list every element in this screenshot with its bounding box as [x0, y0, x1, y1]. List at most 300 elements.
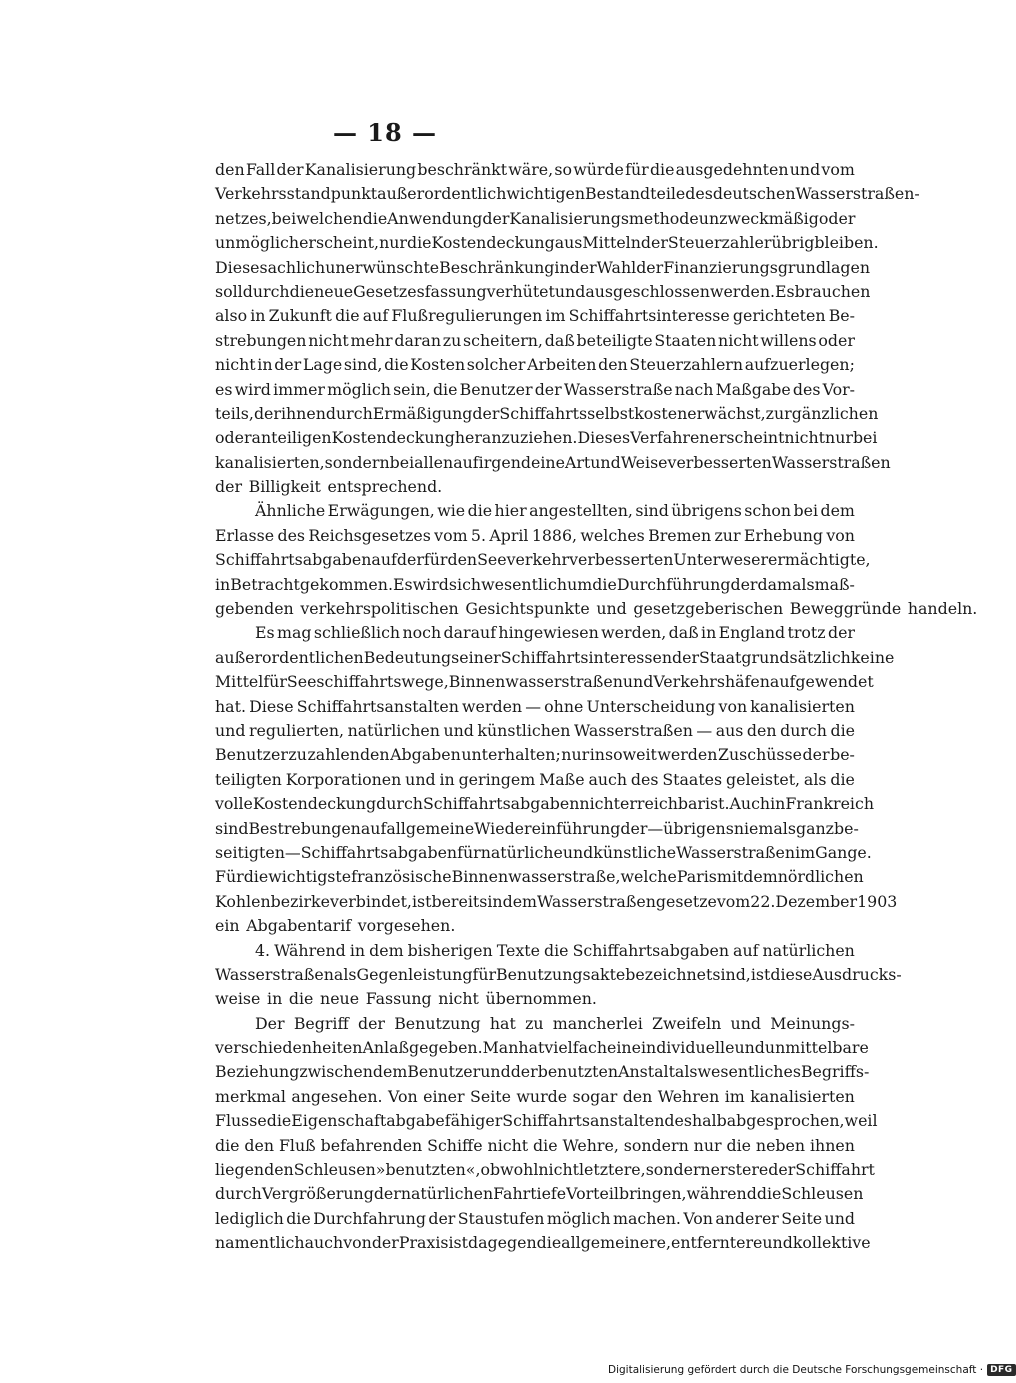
word: dem: [502, 891, 538, 911]
word: Vorteil: [566, 1184, 619, 1204]
word: Fahrtiefe: [493, 1184, 567, 1204]
word: durch: [325, 403, 373, 423]
word: Wehren: [657, 1086, 720, 1106]
word: der: [371, 1233, 399, 1253]
text-line: [215, 1207, 855, 1231]
word: gebenden: [215, 599, 294, 619]
text-line: [215, 231, 879, 255]
word: merkmal: [215, 1086, 286, 1106]
word: die: [467, 501, 493, 521]
word: Seite: [470, 1086, 511, 1106]
word: befahrenden: [320, 1135, 423, 1155]
word: Staates: [662, 769, 723, 789]
word: Texte: [496, 940, 540, 960]
word: und: [824, 1208, 855, 1228]
word: wichtigen: [506, 184, 586, 204]
word: namentlich: [215, 1233, 305, 1253]
word: die: [432, 379, 458, 399]
word: in: [257, 355, 273, 375]
word: Ausdrucks-: [812, 964, 902, 984]
word: verkehrspolitischen: [300, 599, 459, 619]
word: erwächst,: [687, 403, 766, 423]
word: der: [274, 355, 302, 375]
word: Schiffahrt: [795, 1160, 875, 1180]
word: der: [373, 1184, 401, 1204]
word: vom: [716, 891, 751, 911]
word: auf: [453, 452, 479, 472]
word: der: [569, 257, 597, 277]
word: geleistet,: [725, 769, 801, 789]
word: Ermäßigung: [372, 403, 473, 423]
word: welchen: [296, 208, 363, 228]
word: bisherigen: [407, 940, 493, 960]
word: aufzuerlegen;: [744, 355, 855, 375]
word: der: [253, 403, 281, 423]
word: mit: [716, 867, 744, 887]
word: mancherlei: [552, 1013, 643, 1033]
word: ist: [750, 964, 771, 984]
word: erscheint,: [299, 233, 380, 253]
word: Unterweser: [673, 550, 769, 570]
word: neben: [755, 1135, 806, 1155]
word: und: [443, 720, 474, 740]
text-line: [215, 1012, 855, 1036]
word: Begriff: [293, 1013, 349, 1033]
word: damals: [757, 574, 815, 594]
word: —: [284, 842, 301, 862]
word: gekommen.: [299, 574, 393, 594]
word: und: [215, 720, 246, 740]
word: wichtigste: [268, 867, 352, 887]
word: wesentlich: [481, 574, 568, 594]
word: aus: [554, 233, 583, 253]
word: gerichteten: [732, 306, 826, 326]
word: bei: [793, 501, 819, 521]
word: als: [674, 1062, 698, 1082]
word: unmittelbare: [764, 1038, 869, 1058]
word: entsprechend.: [327, 477, 443, 497]
word: Begriffs-: [800, 1062, 870, 1082]
word: deutschen: [712, 184, 796, 204]
text-line: [215, 1085, 855, 1109]
word: sind,: [712, 964, 751, 984]
word: die: [384, 355, 409, 375]
word: wie: [437, 501, 466, 521]
text-line: [215, 987, 855, 1011]
word: gänzlichen: [791, 403, 879, 423]
word: heranzuziehen.: [454, 428, 578, 448]
word: strebungen: [215, 330, 307, 350]
word: der: [636, 257, 664, 277]
word: schon: [744, 501, 792, 521]
word: Schiffahrtsabgaben: [422, 794, 580, 814]
word: dem: [743, 867, 778, 887]
word: regulierten,: [248, 720, 345, 740]
word: insoweit: [589, 745, 657, 765]
text-line: [215, 670, 874, 694]
word: im: [545, 306, 566, 326]
word: anteiligen: [251, 428, 332, 448]
word: Es: [775, 281, 795, 301]
word: auch: [588, 769, 628, 789]
word: mehr: [350, 330, 393, 350]
body-text: [215, 158, 978, 1256]
word: oder: [818, 208, 856, 228]
text-line: [215, 1158, 875, 1182]
word: daran: [394, 330, 442, 350]
word: anderer: [715, 1208, 779, 1228]
word: des: [685, 184, 713, 204]
word: den: [746, 720, 777, 740]
word: Zweifeln: [651, 1013, 722, 1033]
word: daß: [668, 623, 699, 643]
word: Paris: [676, 867, 717, 887]
digitization-credit: [608, 1364, 1016, 1376]
word: benutzten: [537, 1062, 619, 1082]
word: Kanalisierungsmethode: [509, 208, 699, 228]
word: durch: [376, 794, 423, 814]
word: diese: [770, 964, 813, 984]
text-line: [215, 256, 871, 280]
word: hat: [489, 1013, 516, 1033]
text-line: [215, 378, 855, 402]
word: hat: [518, 1038, 545, 1058]
word: Finanzierungsgrundlagen: [663, 257, 871, 277]
word: beschränkt: [417, 160, 508, 179]
word: Flusse: [215, 1111, 267, 1131]
word: willens: [760, 330, 817, 350]
word: eine: [607, 1038, 641, 1058]
text-line: [215, 743, 855, 767]
word: bei: [852, 428, 878, 448]
word: nicht: [579, 794, 620, 814]
word: Schiffahrtsinteresse: [568, 306, 730, 326]
word: machen.: [612, 1208, 681, 1228]
word: 1903: [857, 891, 898, 911]
word: Anwendung: [387, 208, 483, 228]
word: sondern: [623, 1135, 689, 1155]
word: bei: [389, 452, 415, 472]
word: geringem: [458, 769, 536, 789]
word: verbindet,: [329, 891, 412, 911]
word: Praxis: [398, 1233, 449, 1253]
word: letztere,: [578, 1160, 646, 1180]
word: Benutzer: [407, 1062, 481, 1082]
word: zur: [714, 525, 741, 545]
word: durch: [780, 720, 827, 740]
word: zwischen: [299, 1062, 373, 1082]
word: Dezember: [775, 891, 858, 911]
word: Fluß: [278, 1135, 316, 1155]
word: die: [592, 574, 617, 594]
text-line: [215, 475, 855, 499]
word: dem: [820, 501, 855, 521]
word: wesentliches: [697, 1062, 801, 1082]
word: möglich: [546, 1208, 611, 1228]
word: der: [357, 1013, 385, 1033]
word: Verkehrsstandpunkt: [215, 184, 378, 204]
word: irgend: [478, 452, 531, 472]
word: volle: [215, 794, 253, 814]
word: in: [267, 989, 283, 1009]
text-line: [215, 792, 874, 816]
text-line: [215, 914, 855, 938]
word: gesetzgeberischen: [633, 599, 784, 619]
word: und: [480, 1062, 511, 1082]
text-line: [215, 597, 978, 621]
word: angesehen.: [291, 1086, 383, 1106]
word: allen: [414, 452, 454, 472]
word: der: [276, 160, 304, 179]
word: Wasserstraßen-: [795, 184, 920, 204]
word: im: [795, 842, 816, 862]
word: für: [263, 672, 287, 692]
word: Erlasse: [215, 525, 275, 545]
word: nicht: [784, 428, 826, 448]
word: Wasserstraßengesetze: [537, 891, 717, 911]
word: Wasserstraßen: [573, 720, 693, 740]
word: es: [215, 379, 233, 399]
word: deshalb: [664, 1111, 727, 1131]
word: Art: [564, 452, 591, 472]
word: auf: [362, 306, 389, 326]
word: seiner: [451, 647, 501, 667]
word: Es: [392, 574, 413, 594]
word: Fassung: [365, 989, 432, 1009]
word: und: [730, 1013, 762, 1033]
word: Kostendeckung: [431, 233, 555, 253]
word: auf: [733, 940, 759, 960]
text-line: [215, 304, 855, 328]
word: und: [622, 672, 654, 692]
word: die: [362, 208, 388, 228]
word: der: [640, 233, 668, 253]
word: wäre,: [508, 160, 554, 179]
word: Zukunft: [268, 306, 332, 326]
word: kollektive: [792, 1233, 871, 1253]
word: die: [286, 1208, 311, 1228]
text-line: [215, 768, 855, 792]
word: unterhalten;: [461, 745, 561, 765]
word: dem: [372, 1062, 408, 1082]
word: natürlichen: [347, 720, 440, 740]
word: sind,: [343, 355, 383, 375]
text-line: [215, 451, 891, 475]
word: daß: [544, 330, 575, 350]
word: des: [630, 769, 659, 789]
word: im: [724, 1086, 745, 1106]
word: Seite: [781, 1208, 823, 1228]
word: Anlaß: [362, 1038, 410, 1058]
word: verbesserten: [569, 550, 674, 570]
word: den: [244, 1135, 275, 1155]
word: aufgewendet: [769, 672, 874, 692]
text-line: [215, 695, 855, 719]
word: neue: [314, 281, 354, 301]
word: Benutzung: [394, 1013, 481, 1033]
word: nicht: [438, 989, 479, 1009]
word: Man: [482, 1038, 519, 1058]
word: ihnen: [280, 403, 326, 423]
word: Kostendeckung: [252, 794, 377, 814]
word: bleiben.: [814, 233, 879, 253]
text-line: [215, 426, 878, 450]
word: lediglich: [215, 1208, 284, 1228]
word: und: [590, 452, 621, 472]
word: die: [726, 1135, 751, 1155]
word: Während: [274, 940, 346, 960]
word: noch: [402, 623, 442, 643]
word: nur: [825, 428, 853, 448]
word: die: [830, 769, 855, 789]
word: und: [734, 1038, 765, 1058]
word: ihnen: [809, 1135, 855, 1155]
word: des: [792, 379, 821, 399]
word: Arbeiten: [527, 355, 597, 375]
word: in: [701, 623, 717, 643]
word: sachlich: [259, 257, 326, 277]
word: aus: [715, 720, 744, 740]
word: von: [826, 525, 855, 545]
word: allgemeinere,: [561, 1233, 671, 1253]
word: französische: [351, 867, 452, 887]
word: April: [489, 525, 529, 545]
word: die: [536, 1233, 562, 1253]
word: ohne: [544, 696, 584, 716]
word: übernommen.: [485, 989, 597, 1009]
word: hier: [494, 501, 527, 521]
word: 1886,: [531, 525, 578, 545]
word: als: [803, 769, 827, 789]
word: Gesichtspunkte: [465, 599, 590, 619]
text-line: [215, 646, 895, 670]
text-line: [215, 1182, 864, 1206]
word: bezeichnet: [625, 964, 713, 984]
word: vom: [434, 525, 468, 545]
word: ist: [448, 1233, 469, 1253]
word: Fall: [245, 160, 276, 179]
word: zu: [288, 745, 307, 765]
word: Schleusen: [293, 1160, 376, 1180]
word: Durchfahrung: [313, 1208, 426, 1228]
word: künstlichen: [477, 720, 571, 740]
word: Frankreich: [785, 794, 874, 814]
page-number: — 18 —: [332, 118, 438, 147]
word: Auch: [729, 794, 771, 814]
text-line: [215, 1060, 870, 1084]
word: Wiedereinführung: [474, 818, 621, 838]
word: —: [525, 696, 542, 716]
credit-text: Digitalisierung gefördert durch die Deutsche Forschungsgemeinschaft ·: [608, 1364, 984, 1376]
word: 22.: [750, 891, 776, 911]
word: wurde: [516, 1086, 568, 1106]
word: Benutzer: [215, 745, 288, 765]
word: für: [472, 964, 497, 984]
text-line: [215, 1036, 869, 1060]
word: erreichbar: [620, 794, 705, 814]
word: Staat: [699, 647, 742, 667]
word: Unterscheidung: [586, 696, 716, 716]
word: handeln.: [907, 599, 978, 619]
word: die: [266, 1111, 292, 1131]
word: Beziehung: [215, 1062, 300, 1082]
word: nicht: [538, 1160, 579, 1180]
word: Maße: [539, 769, 585, 789]
word: werden: [462, 696, 523, 716]
text-line: [215, 1231, 871, 1255]
word: und: [762, 1233, 793, 1253]
word: 5.: [470, 525, 486, 545]
word: Diese: [215, 257, 260, 277]
word: ist: [411, 891, 432, 911]
word: werden,: [601, 623, 667, 643]
word: darauf: [443, 623, 497, 643]
word: von: [718, 696, 748, 716]
word: dem: [369, 940, 404, 960]
word: möglich: [327, 379, 391, 399]
word: werden: [657, 745, 718, 765]
word: Lage: [302, 355, 343, 375]
word: und: [554, 281, 586, 301]
word: Schiffahrtsabgaben: [300, 842, 458, 862]
text-line: [215, 963, 902, 987]
word: Be-: [828, 306, 855, 326]
word: Steuerzahler: [667, 233, 772, 253]
word: 4.: [255, 940, 271, 960]
word: Schiffahrtsinteressen: [500, 647, 673, 667]
word: sein,: [393, 379, 431, 399]
word: zur: [765, 403, 792, 423]
word: übrigens: [663, 818, 734, 838]
word: netzes,: [215, 208, 272, 228]
word: liegenden: [215, 1160, 294, 1180]
word: brauchen: [794, 281, 871, 301]
word: immer: [273, 379, 325, 399]
word: auch: [304, 1233, 344, 1253]
word: die: [335, 306, 360, 326]
word: bei: [271, 208, 297, 228]
word: angestellten,: [529, 501, 633, 521]
word: zahlenden: [307, 745, 390, 765]
word: weise: [215, 989, 261, 1009]
word: ausgeschlossen: [585, 281, 710, 301]
word: nicht: [308, 330, 349, 350]
word: außerordentlichen: [215, 647, 364, 667]
word: also: [215, 306, 248, 326]
word: verbesserten: [667, 452, 772, 472]
word: Abgaben: [390, 745, 461, 765]
word: Gange.: [815, 842, 872, 862]
word: abgesprochen,: [726, 1111, 845, 1131]
text-line: [215, 158, 855, 182]
word: nur: [379, 233, 407, 253]
text-line: [215, 329, 855, 353]
word: teils,: [215, 403, 254, 423]
word: ganz: [795, 818, 834, 838]
word: kanalisierten,: [215, 452, 325, 472]
word: Meinungs-: [770, 1013, 855, 1033]
word: die: [288, 989, 314, 1009]
word: der: [620, 818, 648, 838]
word: —: [647, 818, 664, 838]
word: Beweggründe: [789, 599, 902, 619]
word: natürliche: [480, 842, 563, 862]
word: zu: [525, 1013, 544, 1033]
word: Gesetzesfassung: [353, 281, 487, 301]
word: den: [598, 355, 628, 375]
text-line: [215, 207, 855, 231]
word: Vergrößerung: [261, 1184, 374, 1204]
